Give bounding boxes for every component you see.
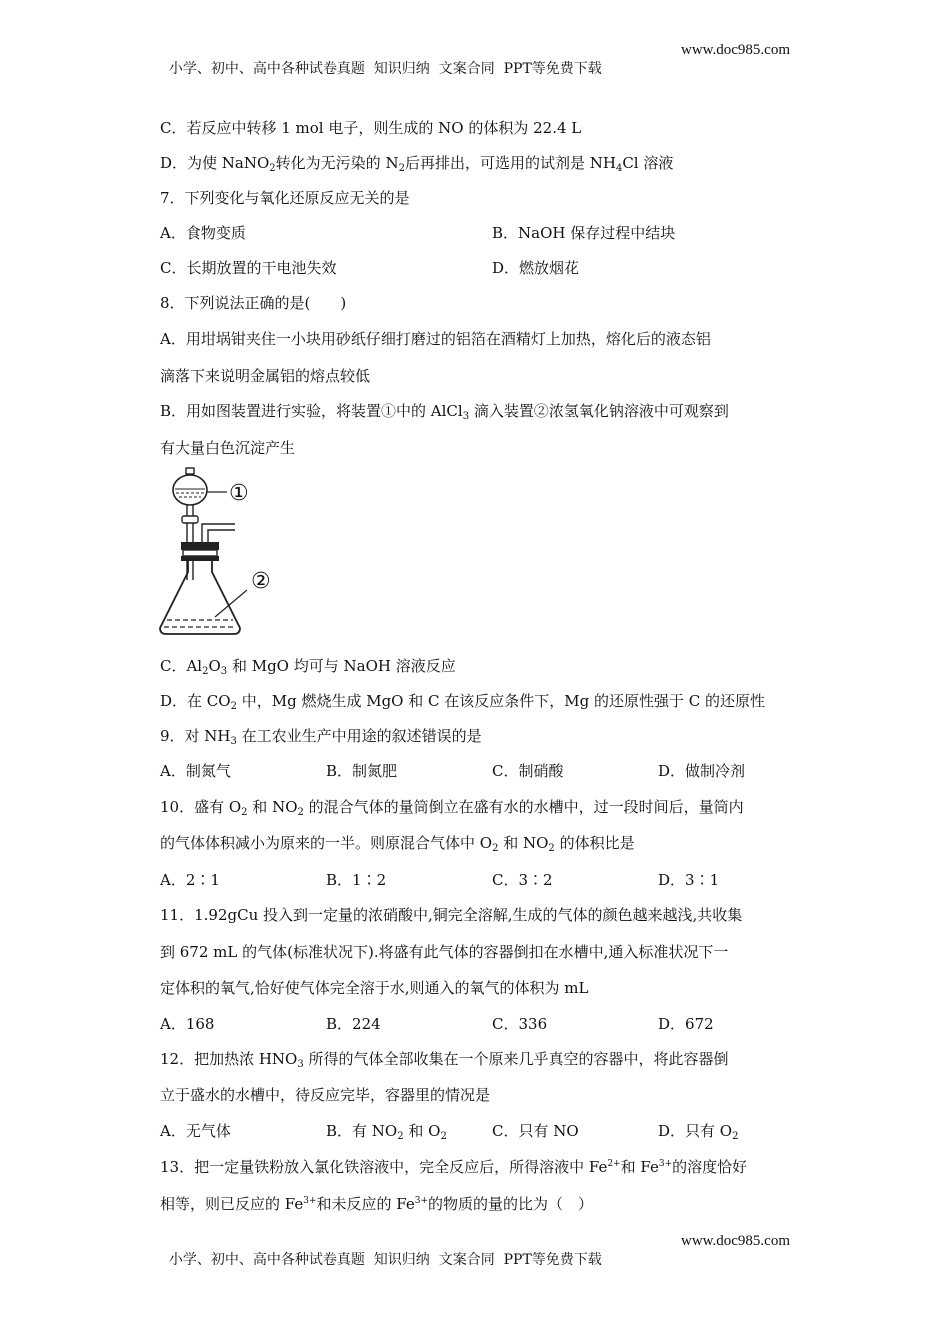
- q10-option-c: C．3∶2: [492, 871, 553, 889]
- q6-option-d: D．为使 NaNO$_2$转化为无污染的 $N_2$后再排出，可选用的试剂是 $NH_4Cl$ 溶液: [160, 154, 674, 174]
- q11-option-c: C．336: [492, 1015, 548, 1033]
- q11-line2: 到 672 mL 的气体(标准状况下).将盛有此气体的容器倒扣在水槽中,通入标准状况下一: [160, 943, 729, 961]
- conical-flask: [160, 561, 240, 634]
- q7-option-a: A．食物变质: [160, 224, 246, 242]
- q11-line1: 11．1.92gCu 投入到一定量的浓硝酸中,铜完全溶解,生成的气体的颜色越来越浅,共收集: [160, 906, 743, 924]
- q9-option-b: B．制氮肥: [326, 762, 398, 780]
- q10-option-d: D．3∶1: [658, 871, 720, 889]
- q10-option-b: B．1∶2: [326, 871, 387, 889]
- q9-option-a: A．制氮气: [160, 762, 231, 780]
- q11-option-a: A．168: [160, 1015, 215, 1033]
- q7-option-c: C．长期放置的干电池失效: [160, 259, 337, 277]
- q10-line2: 的气体体积减小为原来的一半。则原混合气体中 $O_2$ 和 $NO_2$ 的体积比是: [160, 834, 635, 854]
- q9-option-d: D．做制冷剂: [658, 762, 746, 780]
- label-1: ①: [229, 481, 249, 506]
- q12-option-a: A．无气体: [160, 1122, 231, 1140]
- q8-option-d: D．在 $CO_2$ 中，Mg 燃烧生成 MgO 和 C 在该反应条件下，Mg 的还原性强于 C 的还原性: [160, 692, 766, 712]
- q10-line1: 10．盛有 $O_2$ 和 $NO_2$ 的混合气体的量筒倒立在盛有水的水槽中，过一段时间后，量筒内: [160, 798, 744, 818]
- q7-option-b: B．NaOH 保存过程中结块: [492, 224, 676, 242]
- header-site[interactable]: www.doc985.com: [680, 42, 790, 58]
- q12-line2: 立于盛水的水槽中，待反应完毕，容器里的情况是: [160, 1086, 491, 1104]
- page-footer: [160, 1233, 790, 1285]
- q11-option-b: B．224: [326, 1015, 381, 1033]
- apparatus-figure: [155, 462, 285, 642]
- stopcock: [182, 516, 198, 523]
- q9-option-c: C．制硝酸: [492, 762, 564, 780]
- q9-stem: 9．对 $NH_3$ 在工农业生产中用途的叙述错误的是: [160, 727, 482, 747]
- label-2: ②: [251, 569, 271, 594]
- funnel-bulb: [173, 475, 207, 505]
- q6-option-c: C．若反应中转移 1 mol 电子，则生成的 NO 的体积为 22.4 L: [160, 119, 582, 137]
- q8-stem: 8．下列说法正确的是( ): [160, 294, 347, 312]
- q7-stem: 7．下列变化与氧化还原反应无关的是: [160, 189, 410, 207]
- q12-option-d: D．只有 $O_2$: [658, 1122, 739, 1142]
- q11-line3: 定体积的氧气,恰好使气体完全溶于水,则通入的氧气的体积为 mL: [160, 979, 589, 997]
- q11-option-d: D．672: [658, 1015, 714, 1033]
- funnel-stopper: [186, 468, 194, 474]
- page-header: [160, 42, 790, 94]
- q12-option-c: C．只有 NO: [492, 1122, 579, 1140]
- header-text: 小学、初中、高中各种试卷真题 知识归纳 文案合同 PPT等免费下载: [168, 61, 602, 77]
- q8-option-b-line2: 有大量白色沉淀产生: [160, 439, 296, 457]
- q12-line1: 12．把加热浓 $HNO_3$ 所得的气体全部收集在一个原来几乎真空的容器中，将此容器倒: [160, 1050, 729, 1070]
- q8-option-a-line2: 滴落下来说明金属铝的熔点较低: [160, 367, 371, 385]
- q8-option-a-line1: A．用坩埚钳夹住一小块用砂纸仔细打磨过的铝箔在酒精灯上加热，熔化后的液态铝: [160, 330, 711, 348]
- footer-text: 小学、初中、高中各种试卷真题 知识归纳 文案合同 PPT等免费下载: [168, 1252, 602, 1268]
- rubber-stopper: [181, 542, 219, 550]
- q10-option-a: A．2∶1: [160, 871, 220, 889]
- q13-line1: 13．把一定量铁粉放入氯化铁溶液中，完全反应后，所得溶液中 $Fe^{2+}$和 $Fe^{3+}$的溶度恰好: [160, 1158, 748, 1176]
- footer-site[interactable]: www.doc985.com: [680, 1233, 790, 1249]
- q12-option-b: B．有 $NO_2$ 和 $O_2$: [326, 1122, 447, 1142]
- q8-option-b-line1: B．用如图装置进行实验，将装置①中的 AlCl$_3$ 滴入装置②浓氢氧化钠溶液中可观察到: [160, 402, 729, 422]
- q7-option-d: D．燃放烟花: [492, 259, 580, 277]
- q13-line2: 相等，则已反应的 $Fe^{3+}$和未反应的 $Fe^{3+}$的物质的量的比为（ ）: [160, 1195, 594, 1213]
- q8-option-c: C．$Al_2O_3$ 和 MgO 均可与 NaOH 溶液反应: [160, 657, 456, 677]
- side-tube: [202, 524, 235, 542]
